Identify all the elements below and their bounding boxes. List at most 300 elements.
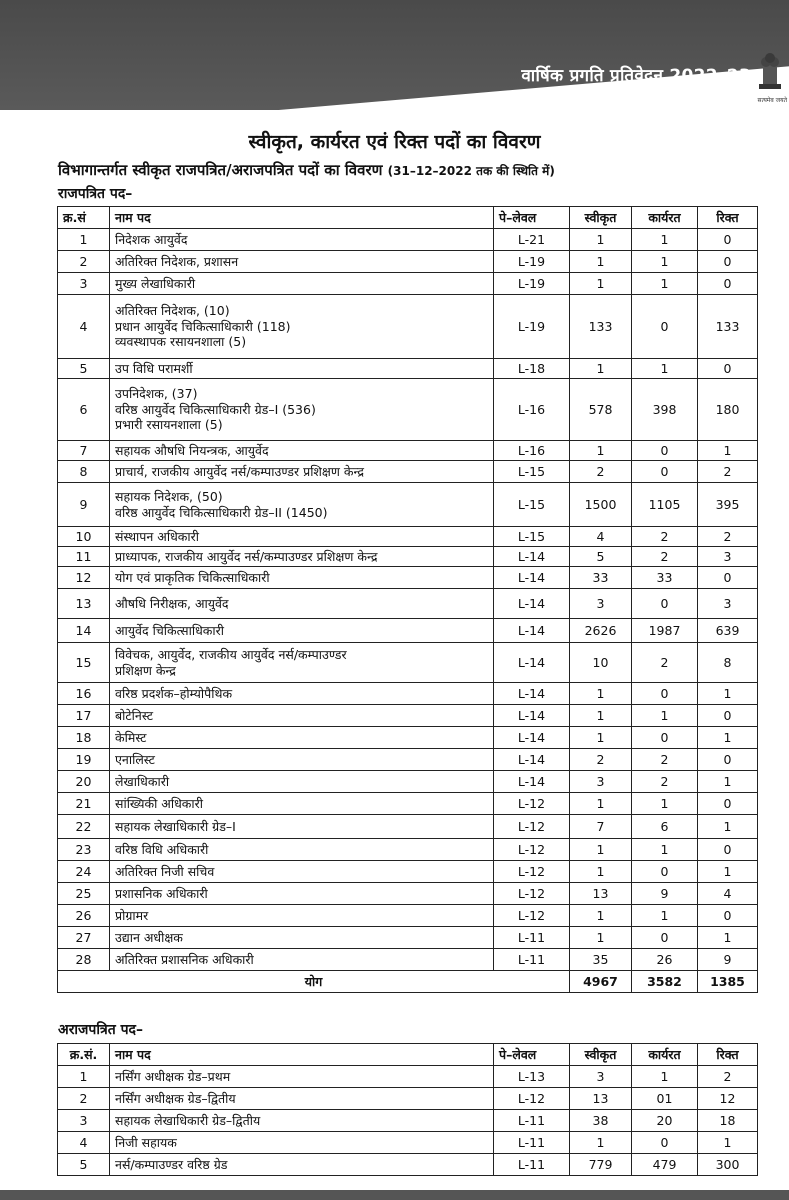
post-name-line: वरिष्ठ आयुर्वेद चिकित्साधिकारी ग्रेड–II (1450) <box>115 504 328 520</box>
table-row <box>58 1110 758 1132</box>
post-name-line: नर्स/कम्पाउण्डर वरिष्ठ ग्रेड <box>115 1156 228 1172</box>
table-row <box>58 727 758 749</box>
post-name-line: आयुर्वेद चिकित्साधिकारी <box>115 622 224 638</box>
row-vacant: 1 <box>698 727 758 749</box>
post-name-line: अतिरिक्त निजी सचिव <box>115 863 215 879</box>
row-vacant: 1 <box>698 861 758 883</box>
post-name-line: अतिरिक्त निदेशक, (10) <box>115 303 230 319</box>
row-post-name <box>110 905 494 927</box>
row-post-name <box>110 273 494 295</box>
post-name-line: उद्यान अधीक्षक <box>115 929 183 945</box>
row-serial: 11 <box>58 547 110 567</box>
post-name-line: विवेचक, आयुर्वेद, राजकीय आयुर्वेद नर्स/कम्पाउण्डर <box>115 646 347 662</box>
row-serial: 2 <box>58 1088 110 1110</box>
row-working: 26 <box>632 949 698 971</box>
row-working: 2 <box>632 771 698 793</box>
row-working: 1 <box>632 793 698 815</box>
row-vacant: 8 <box>698 643 758 683</box>
row-serial: 21 <box>58 793 110 815</box>
row-pay-level: L-14 <box>494 771 570 793</box>
row-working: 0 <box>632 727 698 749</box>
table-row <box>58 861 758 883</box>
national-emblem-icon <box>755 46 785 96</box>
row-pay-level: L-14 <box>494 727 570 749</box>
post-name-line: प्रोग्रामर <box>115 907 149 923</box>
row-vacant: 2 <box>698 461 758 483</box>
row-post-name <box>110 483 494 527</box>
row-sanctioned: 3 <box>570 1066 632 1088</box>
row-serial: 2 <box>58 251 110 273</box>
row-pay-level: L-16 <box>494 379 570 441</box>
row-sanctioned: 1 <box>570 927 632 949</box>
header-sn: क्र.सं <box>58 207 110 229</box>
gazetted-table-body <box>58 229 758 993</box>
row-sanctioned: 1 <box>570 229 632 251</box>
row-pay-level: L-12 <box>494 815 570 839</box>
row-serial: 10 <box>58 527 110 547</box>
row-serial: 1 <box>58 1066 110 1088</box>
post-name-line: लेखाधिकारी <box>115 773 170 789</box>
table-row <box>58 705 758 727</box>
row-vacant: 0 <box>698 749 758 771</box>
row-post-name <box>110 251 494 273</box>
table-row <box>58 927 758 949</box>
header-pay-level: पे–लेवल <box>494 1044 570 1066</box>
post-name-line: उप विधि परामर्शी <box>115 360 193 376</box>
row-sanctioned: 578 <box>570 379 632 441</box>
row-post-name <box>110 619 494 643</box>
row-sanctioned: 7 <box>570 815 632 839</box>
post-name-line: निदेशक आयुर्वेद <box>115 231 188 247</box>
row-working: 1 <box>632 229 698 251</box>
row-vacant: 0 <box>698 905 758 927</box>
row-post-name <box>110 927 494 949</box>
row-pay-level: L-14 <box>494 749 570 771</box>
row-sanctioned: 2 <box>570 749 632 771</box>
row-post-name <box>110 461 494 483</box>
row-working: 2 <box>632 749 698 771</box>
table-row <box>58 567 758 589</box>
table-row <box>58 749 758 771</box>
row-pay-level: L-21 <box>494 229 570 251</box>
row-pay-level: L-18 <box>494 359 570 379</box>
table-row <box>58 589 758 619</box>
post-name-line: संस्थापन अधिकारी <box>115 528 199 544</box>
total-vacant: 1385 <box>698 971 758 993</box>
row-working: 2 <box>632 547 698 567</box>
row-vacant: 2 <box>698 1066 758 1088</box>
table-row <box>58 273 758 295</box>
row-sanctioned: 1500 <box>570 483 632 527</box>
row-working: 1105 <box>632 483 698 527</box>
page-title: स्वीकृत, कार्यरत एवं रिक्त पदों का विवरण <box>248 131 541 153</box>
header-name: नाम पद <box>110 207 494 229</box>
row-sanctioned: 33 <box>570 567 632 589</box>
row-serial: 3 <box>58 1110 110 1132</box>
row-serial: 23 <box>58 839 110 861</box>
row-pay-level: L-11 <box>494 1110 570 1132</box>
row-sanctioned: 1 <box>570 1132 632 1154</box>
post-name-line: प्रभारी रसायनशाला (5) <box>115 417 223 433</box>
post-name-line: केमिस्ट <box>115 729 147 745</box>
row-post-name <box>110 1066 494 1088</box>
row-sanctioned: 4 <box>570 527 632 547</box>
row-serial: 7 <box>58 441 110 461</box>
row-vacant: 300 <box>698 1154 758 1176</box>
header-pay-level: पे–लेवल <box>494 207 570 229</box>
row-working: 0 <box>632 461 698 483</box>
row-serial: 5 <box>58 359 110 379</box>
post-name-line: बोटेनिस्ट <box>115 707 154 723</box>
row-pay-level: L-14 <box>494 643 570 683</box>
post-name-line: नर्सिंग अधीक्षक ग्रेड–प्रथम <box>115 1068 231 1084</box>
post-name-line: मुख्य लेखाधिकारी <box>115 275 196 291</box>
row-working: 0 <box>632 441 698 461</box>
table-row <box>58 815 758 839</box>
row-pay-level: L-11 <box>494 927 570 949</box>
row-vacant: 0 <box>698 229 758 251</box>
row-serial: 24 <box>58 861 110 883</box>
row-serial: 22 <box>58 815 110 839</box>
post-name-line: सहायक निदेशक, (50) <box>115 488 223 504</box>
row-pay-level: L-13 <box>494 1066 570 1088</box>
table-row <box>58 441 758 461</box>
row-working: 20 <box>632 1110 698 1132</box>
row-sanctioned: 2 <box>570 461 632 483</box>
row-post-name <box>110 441 494 461</box>
post-name-line: प्रधान आयुर्वेद चिकित्साधिकारी (118) <box>115 318 291 334</box>
row-sanctioned: 1 <box>570 251 632 273</box>
row-pay-level: L-12 <box>494 883 570 905</box>
post-name-line: एनालिस्ट <box>115 751 155 767</box>
row-serial: 12 <box>58 567 110 589</box>
row-pay-level: L-19 <box>494 251 570 273</box>
row-sanctioned: 1 <box>570 861 632 883</box>
post-name-line: नर्सिंग अधीक्षक ग्रेड–द्वितीय <box>115 1090 236 1106</box>
table-row <box>58 643 758 683</box>
row-pay-level: L-12 <box>494 1088 570 1110</box>
table-row <box>58 905 758 927</box>
row-working: 1 <box>632 1066 698 1088</box>
row-serial: 15 <box>58 643 110 683</box>
row-serial: 16 <box>58 683 110 705</box>
row-vacant: 3 <box>698 547 758 567</box>
post-name-line: उपनिदेशक, (37) <box>115 386 198 402</box>
table-row <box>58 1132 758 1154</box>
row-working: 01 <box>632 1088 698 1110</box>
row-vacant: 0 <box>698 359 758 379</box>
total-sanctioned: 4967 <box>570 971 632 993</box>
table-row <box>58 619 758 643</box>
row-vacant: 1 <box>698 815 758 839</box>
row-sanctioned: 1 <box>570 793 632 815</box>
total-working: 3582 <box>632 971 698 993</box>
table-row <box>58 229 758 251</box>
post-name-line: अतिरिक्त निदेशक, प्रशासन <box>115 253 239 269</box>
row-serial: 9 <box>58 483 110 527</box>
post-name-line: प्राचार्य, राजकीय आयुर्वेद नर्स/कम्पाउण्डर प्रशिक्षण केन्द्र <box>115 463 365 479</box>
table-row <box>58 683 758 705</box>
post-name-line: वरिष्ठ आयुर्वेद चिकित्साधिकारी ग्रेड–I (536) <box>115 401 316 417</box>
row-post-name <box>110 1132 494 1154</box>
nongazetted-posts-table <box>57 1043 758 1176</box>
row-pay-level: L-12 <box>494 839 570 861</box>
row-serial: 1 <box>58 229 110 251</box>
row-serial: 27 <box>58 927 110 949</box>
row-working: 398 <box>632 379 698 441</box>
row-serial: 3 <box>58 273 110 295</box>
row-sanctioned: 1 <box>570 705 632 727</box>
row-pay-level: L-14 <box>494 683 570 705</box>
row-vacant: 133 <box>698 295 758 359</box>
row-working: 1987 <box>632 619 698 643</box>
row-post-name <box>110 547 494 567</box>
row-working: 1 <box>632 839 698 861</box>
table-row <box>58 1066 758 1088</box>
row-post-name <box>110 527 494 547</box>
row-working: 0 <box>632 927 698 949</box>
row-serial: 28 <box>58 949 110 971</box>
row-post-name <box>110 815 494 839</box>
row-pay-level: L-14 <box>494 589 570 619</box>
row-pay-level: L-19 <box>494 273 570 295</box>
row-pay-level: L-15 <box>494 483 570 527</box>
row-sanctioned: 35 <box>570 949 632 971</box>
row-post-name <box>110 1154 494 1176</box>
row-vacant: 2 <box>698 527 758 547</box>
row-sanctioned: 779 <box>570 1154 632 1176</box>
footer-band <box>0 1190 789 1200</box>
table-row <box>58 359 758 379</box>
post-name-line: सहायक औषधि नियन्त्रक, आयुर्वेद <box>115 442 269 458</box>
row-post-name <box>110 949 494 971</box>
row-sanctioned: 3 <box>570 589 632 619</box>
row-pay-level: L-11 <box>494 1132 570 1154</box>
post-name-line: व्यवस्थापक रसायनशाला (5) <box>115 334 247 350</box>
row-working: 0 <box>632 861 698 883</box>
table-row <box>58 461 758 483</box>
row-post-name <box>110 683 494 705</box>
row-post-name <box>110 771 494 793</box>
post-name-line: सहायक लेखाधिकारी ग्रेड–द्वितीय <box>115 1112 261 1128</box>
row-post-name <box>110 1110 494 1132</box>
table-row <box>58 839 758 861</box>
row-vacant: 0 <box>698 273 758 295</box>
row-post-name <box>110 567 494 589</box>
table-row <box>58 547 758 567</box>
header-working: कार्यरत <box>632 207 698 229</box>
row-serial: 26 <box>58 905 110 927</box>
row-sanctioned: 5 <box>570 547 632 567</box>
row-serial: 6 <box>58 379 110 441</box>
row-vacant: 639 <box>698 619 758 643</box>
row-serial: 4 <box>58 295 110 359</box>
row-vacant: 3 <box>698 589 758 619</box>
row-pay-level: L-12 <box>494 905 570 927</box>
row-sanctioned: 10 <box>570 643 632 683</box>
row-post-name <box>110 589 494 619</box>
subtitle-text: विभागान्तर्गत स्वीकृत राजपत्रित/अराजपत्रित पदों का विवरण <box>58 161 383 179</box>
table-row <box>58 295 758 359</box>
header-sn: क्र.सं. <box>58 1044 110 1066</box>
subtitle-date: (31–12–2022 तक की स्थिति में) <box>387 164 555 178</box>
table-row <box>58 483 758 527</box>
row-post-name <box>110 793 494 815</box>
table-row <box>58 949 758 971</box>
row-vacant: 1 <box>698 441 758 461</box>
row-working: 0 <box>632 683 698 705</box>
row-working: 1 <box>632 905 698 927</box>
table-row <box>58 251 758 273</box>
row-serial: 5 <box>58 1154 110 1176</box>
header-sanctioned: स्वीकृत <box>570 207 632 229</box>
row-working: 0 <box>632 1132 698 1154</box>
section-subtitle <box>58 160 555 180</box>
row-sanctioned: 1 <box>570 359 632 379</box>
table-row <box>58 793 758 815</box>
row-pay-level: L-14 <box>494 705 570 727</box>
header-working: कार्यरत <box>632 1044 698 1066</box>
post-name-line: निजी सहायक <box>115 1134 177 1150</box>
row-post-name <box>110 1088 494 1110</box>
row-sanctioned: 1 <box>570 273 632 295</box>
post-name-line: औषधि निरीक्षक, आयुर्वेद <box>115 595 229 611</box>
row-serial: 8 <box>58 461 110 483</box>
row-pay-level: L-14 <box>494 567 570 589</box>
row-sanctioned: 13 <box>570 1088 632 1110</box>
row-serial: 4 <box>58 1132 110 1154</box>
nongazetted-label: अराजपत्रित पद– <box>58 1022 143 1038</box>
row-sanctioned: 133 <box>570 295 632 359</box>
row-post-name <box>110 839 494 861</box>
row-vacant: 1 <box>698 771 758 793</box>
row-working: 1 <box>632 705 698 727</box>
row-working: 1 <box>632 251 698 273</box>
row-vacant: 1 <box>698 927 758 949</box>
gazetted-posts-table <box>57 206 758 993</box>
post-name-line: सहायक लेखाधिकारी ग्रेड–I <box>115 818 236 834</box>
header-vacant: रिक्त <box>698 1044 758 1066</box>
row-post-name <box>110 861 494 883</box>
row-working: 0 <box>632 589 698 619</box>
row-working: 2 <box>632 643 698 683</box>
row-pay-level: L-11 <box>494 949 570 971</box>
post-name-line: वरिष्ठ प्रदर्शक–होम्योपैथिक <box>115 685 233 701</box>
gazetted-label: राजपत्रित पद– <box>58 186 133 202</box>
table-row <box>58 1088 758 1110</box>
row-serial: 19 <box>58 749 110 771</box>
row-post-name <box>110 705 494 727</box>
row-vacant: 0 <box>698 839 758 861</box>
row-sanctioned: 1 <box>570 839 632 861</box>
row-pay-level: L-12 <box>494 861 570 883</box>
row-sanctioned: 13 <box>570 883 632 905</box>
row-serial: 17 <box>58 705 110 727</box>
row-vacant: 0 <box>698 567 758 589</box>
nongazetted-table-body <box>58 1066 758 1176</box>
row-working: 2 <box>632 527 698 547</box>
post-name-line: प्राध्यापक, राजकीय आयुर्वेद नर्स/कम्पाउण्डर प्रशिक्षण केन्द्र <box>115 548 378 564</box>
total-row <box>58 971 758 993</box>
row-serial: 18 <box>58 727 110 749</box>
header-vacant: रिक्त <box>698 207 758 229</box>
row-working: 0 <box>632 295 698 359</box>
row-serial: 20 <box>58 771 110 793</box>
row-pay-level: L-14 <box>494 547 570 567</box>
row-working: 6 <box>632 815 698 839</box>
row-pay-level: L-19 <box>494 295 570 359</box>
row-serial: 14 <box>58 619 110 643</box>
row-vacant: 395 <box>698 483 758 527</box>
post-name-line: योग एवं प्राकृतिक चिकित्साधिकारी <box>115 569 270 585</box>
post-name-line: सांख्यिकी अधिकारी <box>115 795 203 811</box>
row-pay-level: L-11 <box>494 1154 570 1176</box>
table-row <box>58 527 758 547</box>
row-vacant: 1 <box>698 1132 758 1154</box>
row-sanctioned: 3 <box>570 771 632 793</box>
post-name-line: अतिरिक्त प्रशासनिक अधिकारी <box>115 951 254 967</box>
row-post-name <box>110 883 494 905</box>
row-vacant: 9 <box>698 949 758 971</box>
row-working: 479 <box>632 1154 698 1176</box>
row-vacant: 180 <box>698 379 758 441</box>
table-header-row <box>58 1044 758 1066</box>
row-vacant: 0 <box>698 251 758 273</box>
header-name: नाम पद <box>110 1044 494 1066</box>
table-row <box>58 379 758 441</box>
row-working: 1 <box>632 359 698 379</box>
table-row <box>58 771 758 793</box>
row-working: 9 <box>632 883 698 905</box>
total-label: योग <box>58 971 570 993</box>
row-vacant: 0 <box>698 705 758 727</box>
row-post-name <box>110 749 494 771</box>
post-name-line: वरिष्ठ विधि अधिकारी <box>115 841 209 857</box>
row-pay-level: L-16 <box>494 441 570 461</box>
row-vacant: 0 <box>698 793 758 815</box>
post-name-line: प्रशिक्षण केन्द्र <box>115 662 176 678</box>
table-row <box>58 883 758 905</box>
row-pay-level: L-12 <box>494 793 570 815</box>
row-vacant: 4 <box>698 883 758 905</box>
row-sanctioned: 1 <box>570 683 632 705</box>
row-serial: 25 <box>58 883 110 905</box>
row-sanctioned: 2626 <box>570 619 632 643</box>
row-vacant: 12 <box>698 1088 758 1110</box>
row-pay-level: L-15 <box>494 527 570 547</box>
emblem-caption: सत्यमेव जयते <box>757 97 787 104</box>
row-vacant: 1 <box>698 683 758 705</box>
row-post-name <box>110 295 494 359</box>
row-vacant: 18 <box>698 1110 758 1132</box>
row-sanctioned: 1 <box>570 441 632 461</box>
row-working: 33 <box>632 567 698 589</box>
row-working: 1 <box>632 273 698 295</box>
row-sanctioned: 38 <box>570 1110 632 1132</box>
row-serial: 13 <box>58 589 110 619</box>
row-post-name <box>110 727 494 749</box>
row-sanctioned: 1 <box>570 905 632 927</box>
table-row <box>58 1154 758 1176</box>
row-post-name <box>110 359 494 379</box>
post-name-line: प्रशासनिक अधिकारी <box>115 885 208 901</box>
row-post-name <box>110 379 494 441</box>
row-post-name <box>110 229 494 251</box>
table-header-row <box>58 207 758 229</box>
row-pay-level: L-14 <box>494 619 570 643</box>
report-title: वार्षिक प्रगति प्रतिवेदन 2022–23 <box>521 66 751 86</box>
row-sanctioned: 1 <box>570 727 632 749</box>
